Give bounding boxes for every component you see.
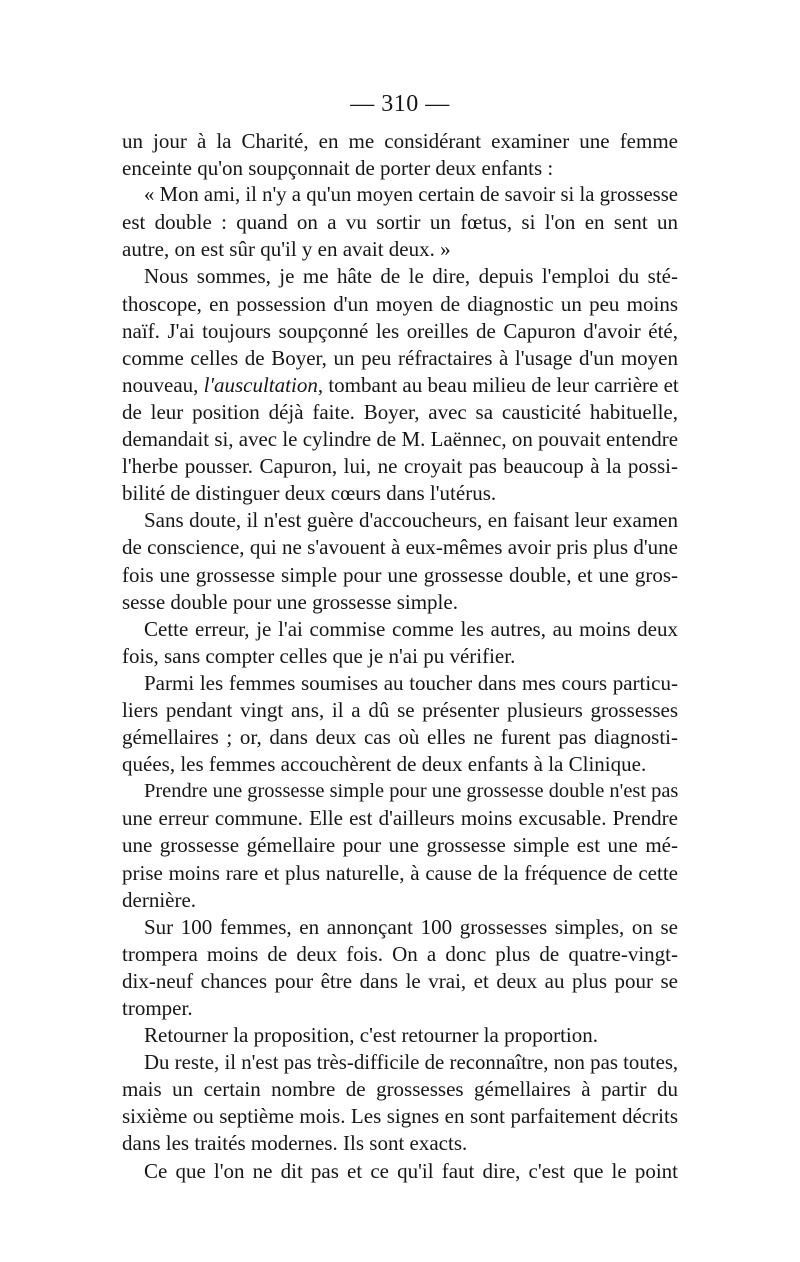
text-line: Nous sommes, je me hâte de le dire, depuis l'emploi du sté-: [144, 264, 678, 289]
text-line: Cette erreur, je l'ai commise comme les autres, au moins deux: [144, 616, 678, 641]
text-line: une grossesse gémellaire pour une grossesse simple est une mé-: [122, 833, 678, 858]
text-line: fois une grossesse simple pour une grossesse double, et une gros-: [122, 562, 678, 587]
text-line: dans les traités modernes. Ils sont exacts.: [122, 1131, 468, 1156]
text-line: sesse double pour une grossesse simple.: [122, 589, 458, 614]
text-line: un jour à la Charité, en me considérant examiner une femme: [122, 129, 678, 153]
text-line: sixième ou septième mois. Les signes en sont parfaitement décrits: [122, 1104, 678, 1129]
text-line: trompera moins de deux fois. On a donc plus de quatre-vingt-: [122, 941, 678, 966]
text-line: prise moins rare et plus naturelle, à cause de la fréquence de cette: [122, 860, 678, 885]
text-segment: , tombant au beau milieu de leur carrière et: [317, 372, 679, 397]
text-line: quées, les femmes accouchèrent de deux enfants à la Clinique.: [122, 752, 647, 777]
text-line: Ce que l'on ne dit pas et ce qu'il faut dire, c'est que le point: [144, 1158, 678, 1183]
text-line: liers pendant vingt ans, il a dû se présenter plusieurs grossesses: [122, 697, 678, 722]
text-line: dix-neuf chances pour être dans le vrai, et deux au plus pour se: [122, 968, 678, 993]
text-line: [122, 372, 678, 399]
text-line: comme celles de Boyer, un peu réfractaires à l'usage d'un moyen: [122, 345, 678, 370]
text-line: bilité de distinguer deux cœurs dans l'utérus.: [122, 481, 497, 506]
text-line: est double : quand on a vu sortir un fœtus, si l'on en sent un: [122, 210, 678, 235]
text-line: gémellaires ; or, dans deux cas où elles ne furent pas diagnosti-: [122, 725, 678, 750]
text-line: naïf. J'ai toujours soupçonné les oreilles de Capuron d'avoir été,: [122, 318, 678, 343]
italic-term: l'auscultation: [203, 372, 318, 397]
text-line: Prendre une grossesse simple pour une grossesse double n'est pas: [144, 780, 679, 803]
text-line: enceinte qu'on soupçonnait de porter deux enfants :: [122, 156, 554, 181]
text-line: thoscope, en possession d'un moyen de diagnostic un peu moins: [122, 291, 678, 316]
text-segment: nouveau,: [122, 372, 204, 397]
text-line: demandait si, avec le cylindre de M. Laënnec, on pouvait entendre: [122, 427, 678, 452]
body-text: [122, 128, 678, 1185]
page-number: — 310 —: [350, 91, 450, 117]
text-line: de leur position déjà faite. Boyer, avec sa causticité habituelle,: [122, 399, 678, 424]
text-line: Du reste, il n'est pas très-difficile de reconnaître, non pas toutes,: [144, 1050, 679, 1075]
text-line: Retourner la proposition, c'est retourner la proportion.: [144, 1023, 598, 1048]
text-line: Sur 100 femmes, en annonçant 100 grossesses simples, on se: [144, 914, 678, 939]
text-line: mais un certain nombre de grossesses gémellaires à partir du: [122, 1077, 678, 1102]
text-line: Sans doute, il n'est guère d'accoucheurs, en faisant leur examen: [144, 508, 678, 533]
text-line: de conscience, qui ne s'avouent à eux-mêmes avoir pris plus d'une: [122, 535, 678, 560]
text-line: dernière.: [122, 887, 197, 912]
text-line: une erreur commune. Elle est d'ailleurs moins excusable. Prendre: [122, 806, 678, 831]
text-line: tromper.: [122, 996, 193, 1020]
text-line: Parmi les femmes soumises au toucher dans mes cours particu-: [144, 670, 678, 695]
text-line: autre, on est sûr qu'il y en avait deux. »: [122, 237, 451, 262]
text-line: « Mon ami, il n'y a qu'un moyen certain de savoir si la grossesse: [144, 184, 678, 207]
text-line: fois, sans compter celles que je n'ai pu vérifier.: [122, 643, 516, 668]
text-line: l'herbe pousser. Capuron, lui, ne croyait pas beaucoup à la possi-: [122, 454, 678, 479]
